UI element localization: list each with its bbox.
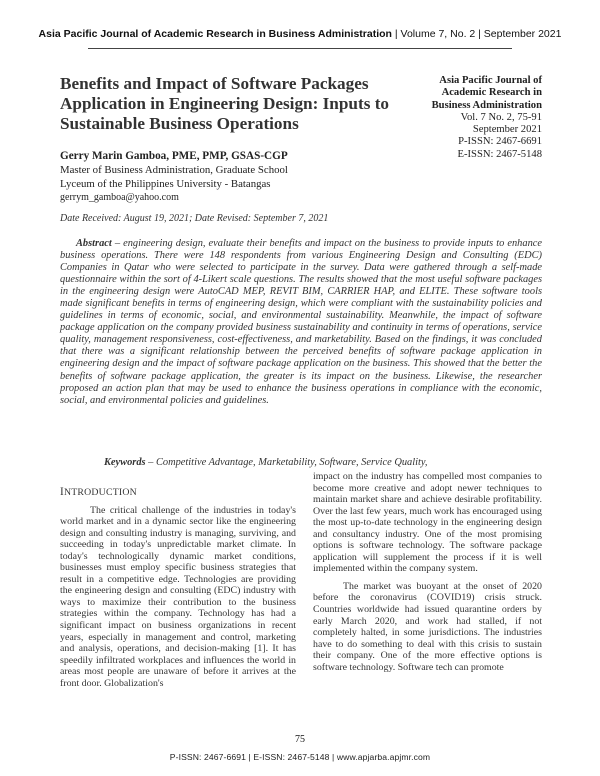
heading-initial: I [60,486,64,498]
journal-name-line-1: Asia Pacific Journal of [439,75,542,86]
e-issn: E-ISSN: 2467-5148 [457,148,542,160]
intro-paragraph-1: The critical challenge of the industries in today's world market and in a dynamic sector like the engineering design and consulting industry is managing, surviving, and succeeding in today's unpredictable market climate. In today's technologically dynamic market conditions, businesses must employ specific business strategies that result in a competitive edge. Technologies are providing the engineering design and consulting (EDC) industry with ways to maximize their contribution to the business strategies within the company. Technology has had a significant impact on business organizations in recent years, especially in management and control, marketing and analysis, operations, and decision-making [1]. It has speedily infiltrated workplaces and influences the world in areas most people are unaware of before it arrives at the front door. Globalization's [60,504,296,689]
p-issn: P-ISSN: 2467-6691 [458,136,542,148]
journal-name-header: Asia Pacific Journal of Academic Research in Business Administration [38,28,392,40]
abstract-label: Abstract [76,238,112,249]
running-header [0,28,600,40]
paper-title: Benefits and Impact of Software Packages Application in Engineering Design: Inputs to Sustainable Business Operations [60,74,390,133]
author-name: Gerry Marin Gamboa, PME, PMP, GSAS-CGP [60,150,288,162]
page-number: 75 [295,734,305,745]
heading-rest: NTRODUCTION [63,487,137,498]
right-column [313,471,542,673]
journal-info-box [410,75,542,161]
page-footer: P-ISSN: 2467-6691 | E-ISSN: 2467-5148 | www.apjarba.apjmr.com [169,752,431,762]
journal-name-line-3: Business Administration [431,99,542,111]
issue-info-header: Volume 7, No. 2 | September 2021 [400,28,562,40]
author-block [60,150,390,205]
header-rule [88,48,512,49]
keywords-label: Keywords [104,457,146,468]
keywords [104,457,428,468]
affiliation-line-1: Master of Business Administration, Graduate School [60,164,288,177]
left-column [60,487,296,689]
keywords-text: – Competitive Advantage, Marketability, Software, Service Quality, [145,457,428,468]
abstract [60,238,542,407]
issue-date: September 2021 [472,124,542,136]
volume-info: Vol. 7 No. 2, 75-91 [460,111,542,123]
header-separator: | [391,28,401,40]
journal-name-line-2: Academic Research in [441,87,542,99]
introduction-heading [60,487,296,499]
affiliation-line-2: Lyceum of the Philippines University - Batangas [60,177,271,190]
intro-paragraph-1-continued: impact on the industry has compelled most companies to become more creative and adopt newer techniques to maintain market share and achieve desirable profitability. Over the last few years, much work has encouraged using the most up-to-date technology in the engineering design and consultancy industry. One of the most promising options is software technology. The software package application will supplement the process if it is well implemented within the company system. [313,471,542,575]
author-email[interactable]: gerrym_gamboa@yahoo.com [60,192,179,204]
date-info: Date Received: August 19, 2021; Date Revised: September 7, 2021 [60,213,329,224]
intro-paragraph-2: The market was buoyant at the onset of 2020 before the coronavirus (COVID19) crisis struck. Countries worldwide had issued quarantine orders by early March 2020, and work had stalled, if not completely halted, in some jurisdictions. The industries have to do something to deal with this crisis to sustain their company. One of the more effective options is software technology. Software tech can promote [313,580,542,673]
abstract-text: – engineering design, evaluate their benefits and impact on the business to provide inputs to enhance business operations. There were 148 respondents from various Engineering Design and Consulting (EDC) Companies in Qatar who were selected to participate in the survey. Data were gathered through a self-made questionnaire within the sort of 4-Likert scale questions. The results showed that the most useful software packages in the engineering design were AutoCAD MEP, REVIT BIM, CARRIER HAP, and ELITE. These software tools made significant benefits in terms of engineering design, which were compliant with the sustainability policies and guidelines in terms of economic, social, and environmental sustainability. Meanwhile, the impact of software package application on the company provided business sustainability and continuity in terms of operations, service quality, management responsiveness, cost-effectiveness, and marketability. Based on the findings, it was concluded that there was a significant relationship between the perceived benefits of software package application in engineering design and the impact of software package application on the business. This showed that the better the benefits of software package application, the greater is its impact on the business. Likewise, the researcher proposed an action plan that may be used to enhance the business operations in compliance with the economic, social, and environmental policies and guidelines. [60,238,542,406]
